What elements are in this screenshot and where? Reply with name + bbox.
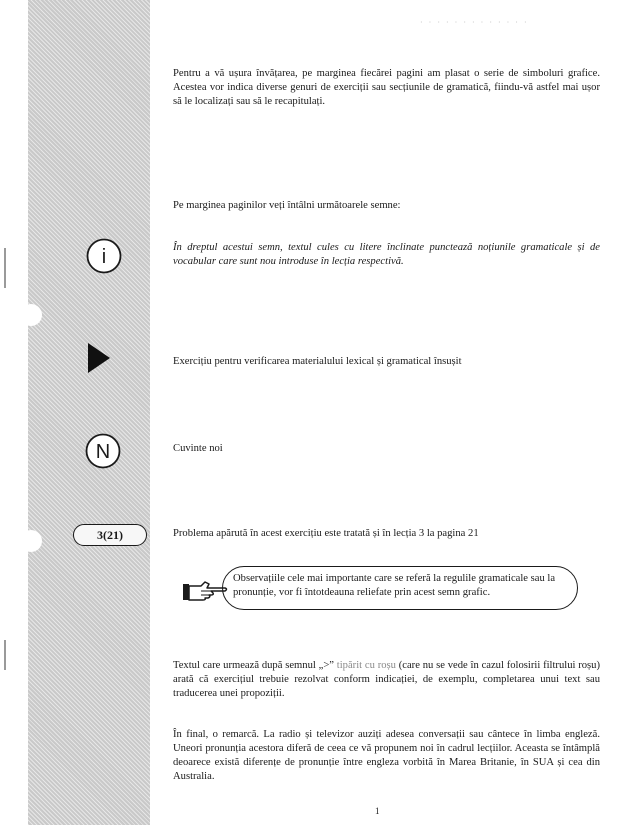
new-words-symbol-description: Cuvinte noi [173,443,223,454]
info-icon [85,237,123,275]
reference-symbol-description: Problema apărută în acest exercițiu este tratată și în lecția 3 la pagina 21 [173,528,479,539]
exercise-arrow-icon [86,341,112,375]
exercise-symbol-description: Exercițiu pentru verificarea materialului lexical și gramatical însușit [173,356,462,367]
lesson-reference-badge: 3(21) [73,524,147,546]
binding-hole [20,530,42,552]
new-words-icon-glyph: N [95,441,111,463]
faint-header: · · · · · · · · · · · · · [420,18,529,27]
red-text-marker: tipărit cu roșu [336,660,396,671]
scan-edge-mark [4,248,6,288]
scan-edge-mark [4,640,6,670]
callout-text: Observațiile cele mai importante care se referă la regulile gramaticale sau la pronunție, vor fi întotdeauna reliefate prin acest semn grafic. [233,573,556,598]
binding-hole [20,304,42,326]
new-words-icon [84,432,122,470]
signs-intro-paragraph: Pe marginea paginilor veți întâlni următoarele semne: [173,200,401,211]
red-text-before: Textul care urmează după semnul „>” [173,660,337,671]
info-icon-glyph: i [101,246,107,268]
final-remark-paragraph: În final, o remarcă. La radio și televizor auziți adesea conversații sau cântece în limba engleză. Uneori pronunția acestora diferă de ceea ce vă propunem noi în cadrul lecțiilor. Aceasta se întâmplă deoarece există diferențe de pronunție între engleza vorbită în Marea Britanie, în SUA și cea din Australia. [173,729,600,782]
red-text-paragraph [173,659,600,701]
margin-strip [28,0,150,825]
intro-paragraph: Pentru a vă ușura învățarea, pe marginea fiecărei pagini am plasat o serie de simboluri grafice. Acestea vor indica diverse genuri de exerciții sau secțiunile de gramatică, fiindu-vă astfel mai ușor să le localizați sau să le recapitulați. [173,68,600,107]
page-number: 1 [375,806,380,816]
info-symbol-description: În dreptul acestui semn, textul cules cu litere înclinate punctează noțiunile gramaticale și de vocabular care sunt nou introduse în lecția respectivă. [173,242,600,267]
red-text-after: (care nu se vede în cazul folosirii filtrului roșu) arată că exercițiul trebuie rezolvat conform indicației, de exemplu, completarea unui text sau traducerea unei propoziții. [173,660,601,699]
